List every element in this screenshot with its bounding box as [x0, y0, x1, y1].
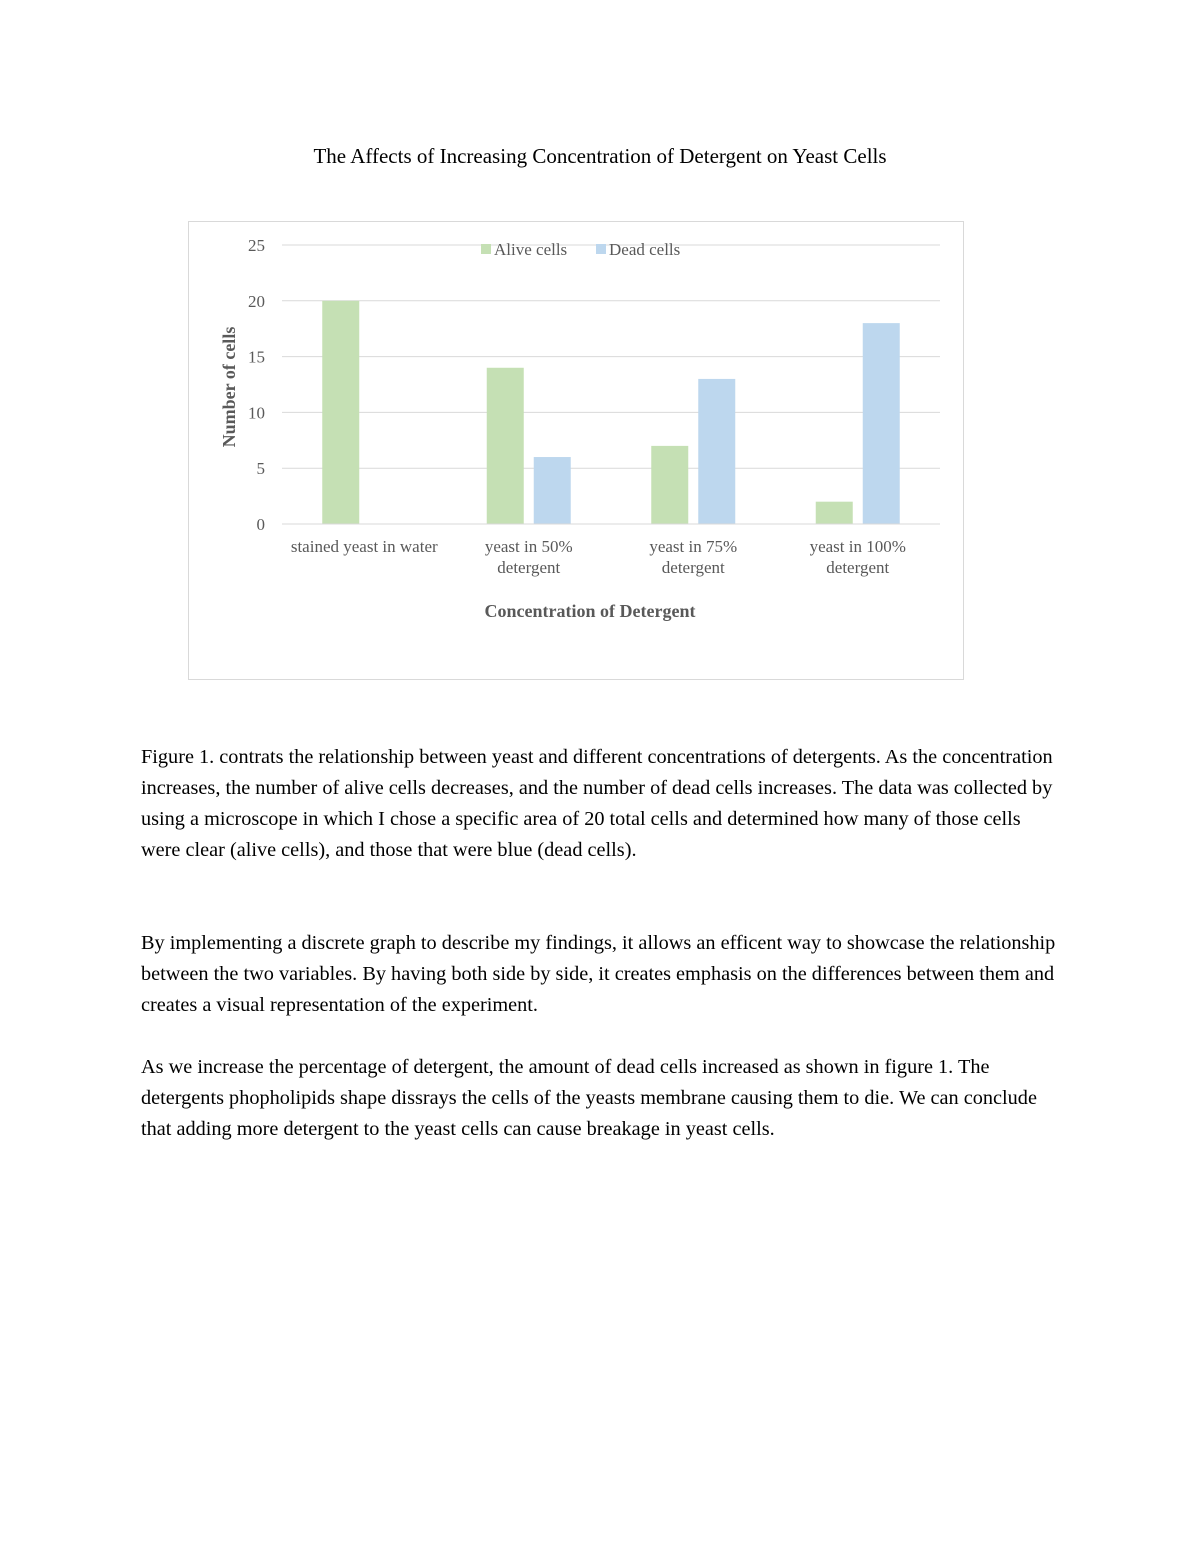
gridlines — [282, 245, 940, 524]
y-tick-label: 0 — [256, 515, 265, 534]
y-tick-label: 25 — [248, 236, 265, 255]
legend-swatch — [481, 244, 491, 254]
bar-dead-cells — [863, 323, 900, 524]
x-tick-label — [810, 537, 906, 577]
x-tick-label-line: stained yeast in water — [290, 537, 438, 556]
legend-swatch — [596, 244, 606, 254]
x-tick-labels — [291, 537, 906, 577]
bar-dead-cells — [534, 457, 571, 524]
x-tick-label-line: detergent — [826, 558, 890, 577]
y-tick-label: 10 — [248, 403, 265, 423]
chart-legend — [481, 240, 680, 259]
x-tick-label-line: yeast in 75% — [649, 537, 738, 556]
legend-label: Dead cells — [609, 240, 681, 259]
y-tick-label: 20 — [248, 291, 265, 311]
y-tick-label: 5 — [256, 459, 265, 479]
y-tick-label: 15 — [248, 347, 265, 367]
paragraph-figure-description: Figure 1. contrats the relationship between yeast and different concentrations of detergents. As the concentration increases, the number of alive cells decreases, and the number of dead cells increases. The data was collected by using a microscope in which I chose a specific area of 20 total cells and determined how many of those cells were clear (alive cells), and those that were blue (dead cells). — [141, 746, 1053, 861]
bar-alive-cells — [816, 502, 853, 524]
paragraph-conclusion: As we increase the percentage of detergent, the amount of dead cells increased as shown in figure 1. The detergents phopholipids shape dissrays the cells of the yeasts membrane causing them to die. We can conclude that adding more detergent to the yeast cells can cause breakage in yeast cells. — [141, 1056, 1037, 1140]
bar-chart — [189, 222, 963, 679]
x-tick-label — [485, 537, 573, 577]
legend-label: Alive cells — [494, 240, 568, 259]
bar-alive-cells — [487, 368, 524, 524]
x-tick-label — [291, 537, 438, 556]
x-tick-label-line: detergent — [497, 558, 561, 577]
bar-dead-cells — [698, 379, 735, 524]
x-tick-label-line: yeast in 50% — [484, 537, 573, 556]
x-axis-label: Concentration of Detergent — [484, 601, 696, 621]
bar-alive-cells — [651, 446, 688, 524]
y-axis-label: Number of cells — [219, 326, 239, 448]
x-tick-label-line: detergent — [661, 558, 725, 577]
x-tick-label — [649, 537, 737, 577]
y-tick-labels — [248, 236, 265, 534]
chart-frame — [188, 221, 964, 680]
bar-alive-cells — [322, 301, 359, 524]
x-tick-label-line: yeast in 100% — [809, 537, 906, 556]
page-title: The Affects of Increasing Concentration of Detergent on Yeast Cells — [313, 144, 887, 168]
paragraph-graph-justification: By implementing a discrete graph to describe my findings, it allows an efficent way to showcase the relationship between the two variables. By having both side by side, it creates emphasis on the differences between them and creates a visual representation of the experiment. — [141, 932, 1056, 1016]
